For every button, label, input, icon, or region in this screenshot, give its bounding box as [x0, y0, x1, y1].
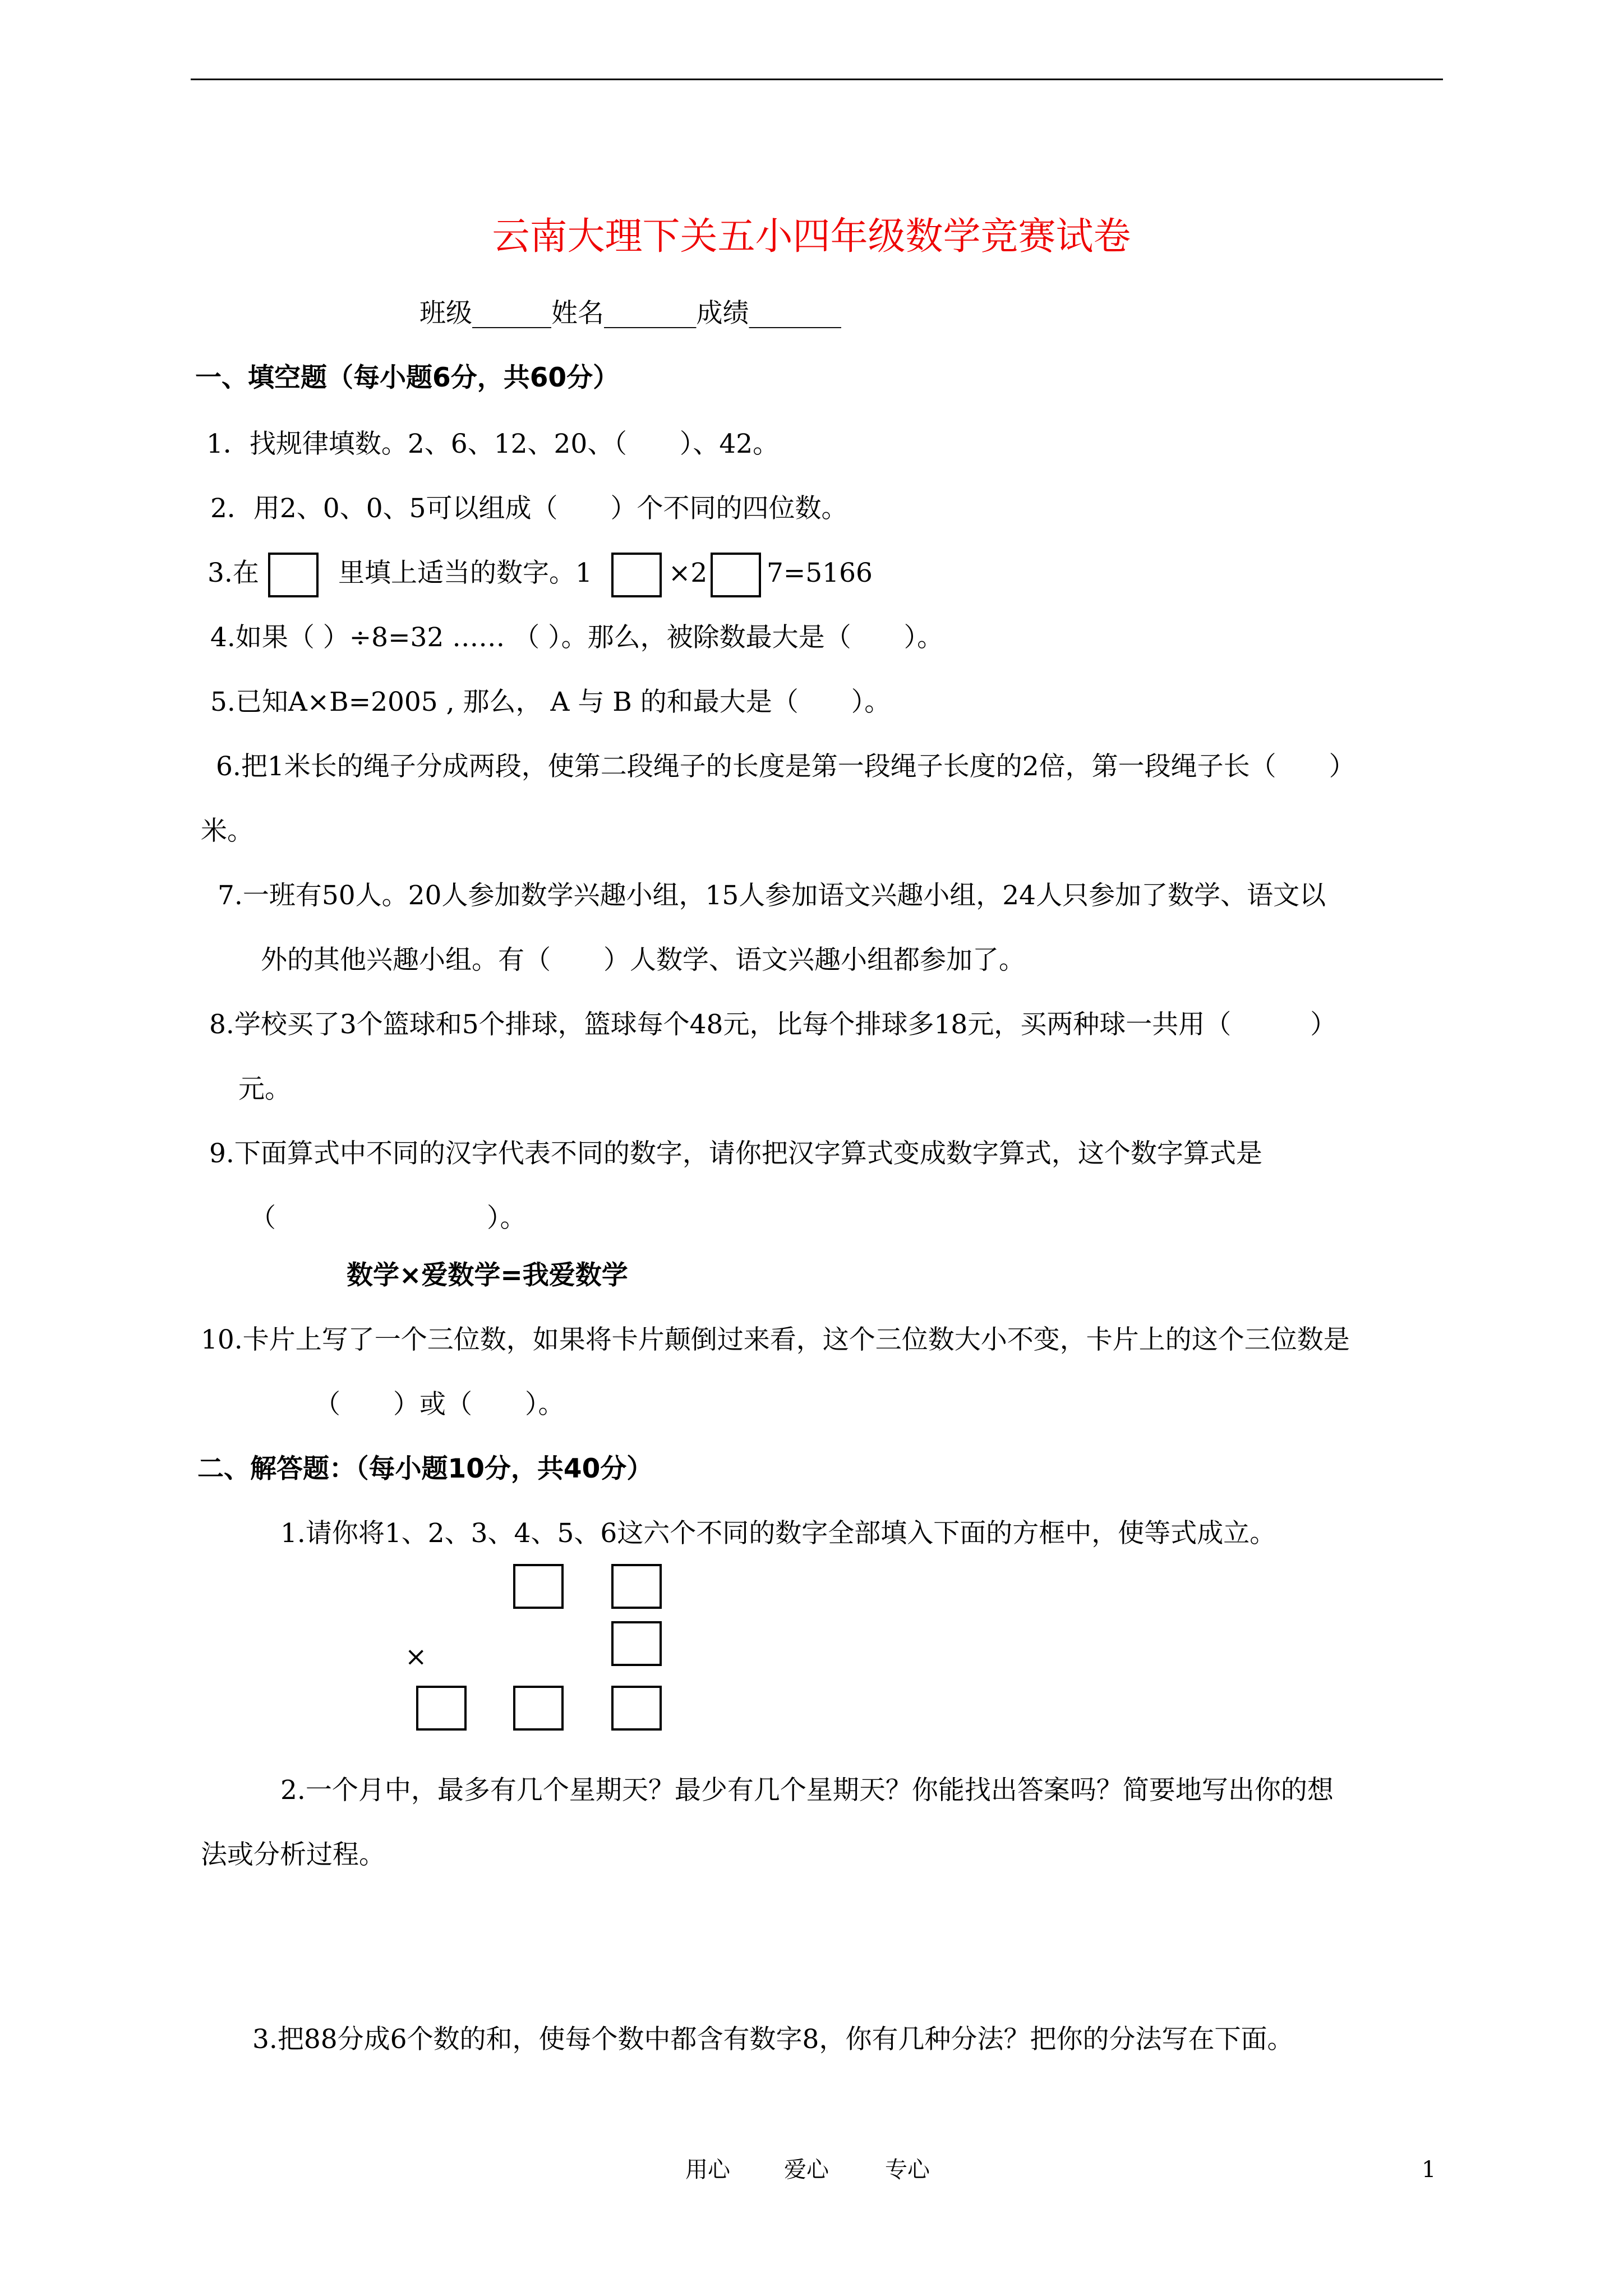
- digit-box[interactable]: [513, 1564, 564, 1609]
- question-1-3-mid: 里填上适当的数字。1: [338, 558, 592, 588]
- question-2-2-line2: 法或分析过程。: [201, 1839, 385, 1870]
- question-1-6-line1: 6.把1米长的绳子分成两段，使第二段绳子的长度是第一段绳子长度的2倍，第一段绳子长（ ）: [216, 751, 1355, 782]
- question-1-4: 4.如果（ ）÷8=32 …… （ ）。那么，被除数最大是（ ）。: [210, 622, 944, 653]
- header-rule: [191, 79, 1443, 80]
- footer-slogan-3: 专心: [885, 2157, 930, 2183]
- question-1-3-suffix: 7=5166: [767, 558, 873, 588]
- question-1-7-line1: 7.一班有50人。20人参加数学兴趣小组，15人参加语文兴趣小组，24人只参加了数学、语文以: [218, 880, 1326, 911]
- answer-box[interactable]: [268, 553, 319, 597]
- question-1-3-prefix: 3.在: [208, 558, 259, 588]
- question-1-6-line2: 米。: [201, 816, 253, 846]
- question-1-9-line1: 9.下面算式中不同的汉字代表不同的数字，请你把汉字算式变成数字算式，这个数字算式是: [209, 1138, 1262, 1169]
- question-1-10-line2: （ ）或（ ）。: [314, 1389, 565, 1420]
- times-sign: ×: [405, 1641, 427, 1672]
- page-number: 1: [1422, 2157, 1436, 2183]
- question-2-2-line1: 2.一个月中，最多有几个星期天？最少有几个星期天？你能找出答案吗？简要地写出你的想: [280, 1775, 1334, 1806]
- section2-heading: 二、解答题：（每小题10分，共40分）: [197, 1453, 653, 1484]
- answer-box[interactable]: [611, 553, 662, 597]
- question-2-3: 3.把88分成6个数的和，使每个数中都含有数字8，你有几种分法？把你的分法写在下面。: [252, 2024, 1294, 2055]
- question-1-8-line1: 8.学校买了3个篮球和5个排球，篮球每个48元，比每个排球多18元，买两种球一共用（ ）: [209, 1009, 1337, 1040]
- question-1-2: 2．用2、0、0、5可以组成（ ）个不同的四位数。: [210, 493, 848, 524]
- question-1-9-formula: 数学×爱数学=我爱数学: [347, 1260, 628, 1291]
- student-info-line: 班级______姓名_______成绩_______: [419, 298, 841, 329]
- digit-box[interactable]: [611, 1564, 662, 1609]
- answer-box[interactable]: [711, 553, 761, 597]
- footer-slogan-1: 用心: [685, 2157, 730, 2183]
- footer-slogan-2: 爱心: [784, 2157, 829, 2183]
- digit-box[interactable]: [513, 1686, 564, 1731]
- digit-box[interactable]: [416, 1686, 467, 1731]
- section1-heading: 一、填空题（每小题6分，共60分）: [195, 362, 620, 393]
- question-1-10-line1: 10.卡片上写了一个三位数，如果将卡片颠倒过来看，这个三位数大小不变，卡片上的这个三位数是: [201, 1324, 1350, 1355]
- digit-box[interactable]: [611, 1621, 662, 1666]
- question-1-9-line2: （ ）。: [250, 1203, 527, 1234]
- question-1-1: 1．找规律填数。2、6、12、20、（ ）、42。: [206, 429, 780, 459]
- question-1-3-times: ×2: [668, 558, 708, 588]
- question-1-8-line2: 元。: [238, 1074, 291, 1105]
- question-1-5: 5.已知A×B=2005 , 那么， A 与 B 的和最大是（ ）。: [210, 687, 891, 717]
- question-1-7-line2: 外的其他兴趣小组。有（ ）人数学、语文兴趣小组都参加了。: [261, 945, 1025, 976]
- page-title: 云南大理下关五小四年级数学竞赛试卷: [492, 214, 1131, 258]
- digit-box[interactable]: [611, 1686, 662, 1731]
- question-2-1: 1.请你将1、2、3、4、5、6这六个不同的数字全部填入下面的方框中，使等式成立。: [280, 1518, 1276, 1549]
